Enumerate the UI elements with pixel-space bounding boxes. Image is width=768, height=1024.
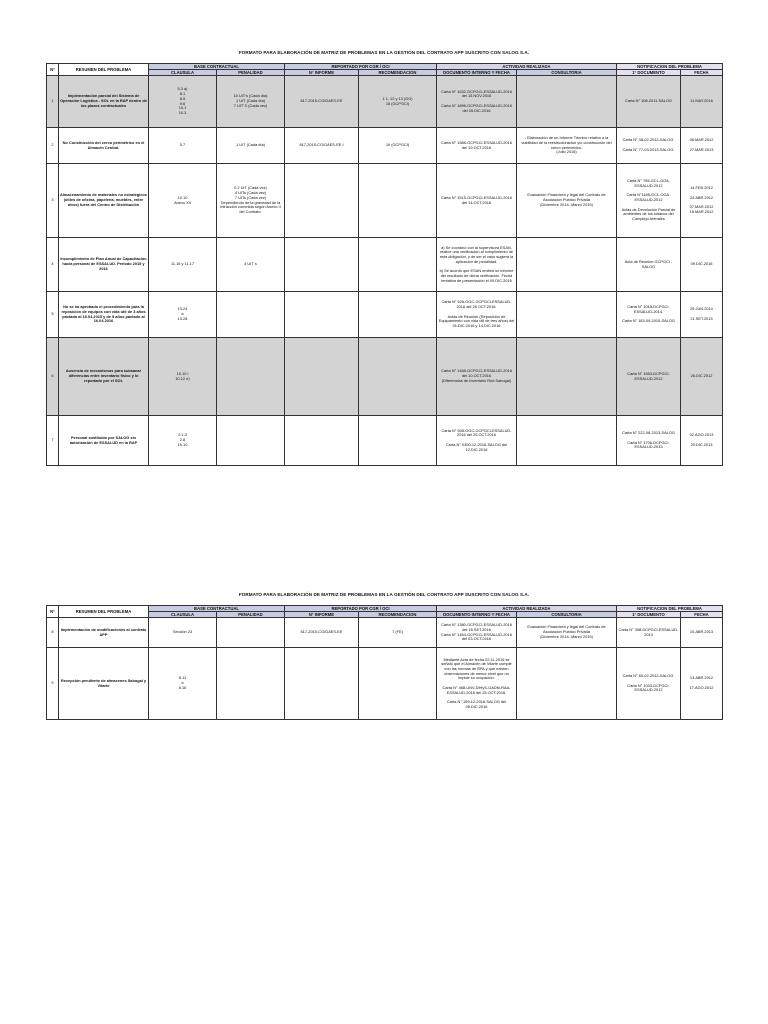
row-informe: 817-2015-CG/GAES-EE: [285, 76, 359, 128]
row-consultoria: Evaluación Financiera y legal del Contrato de Asociación Publico Privada (Diciembre 2014- Marzo 2015): [517, 618, 617, 648]
row-primer-documento: Carta N° 38-02-2012-SALOG. Carta N° 77-03-2013-SALOG.: [617, 128, 681, 164]
row-num: 8: [47, 618, 59, 648]
row-fecha: 08.MAR.2012 27.MAR.2013: [681, 128, 723, 164]
table-row: [47, 76, 723, 128]
row-num: 1: [47, 76, 59, 128]
row-consultoria: [517, 76, 617, 128]
row-recomendacion: 7 (FE): [359, 618, 437, 648]
header-penalidad: PENALIDAD: [217, 70, 285, 76]
row-clausula: 10.10 i 10.12 e): [149, 338, 217, 416]
row-fecha: 02.AGO.2013 20.DIC.2013: [681, 416, 723, 466]
table-row: [47, 416, 723, 466]
row-consultoria: [517, 238, 617, 292]
row-informe: [285, 338, 359, 416]
row-penalidad: 1 UIT (Cada día): [217, 128, 285, 164]
row-informe: [285, 648, 359, 720]
header-recomendacion: RECOMENDACION: [359, 612, 437, 618]
header-reportado: REPORTADO POR CGR / OCI: [285, 64, 437, 70]
row-fecha: 26.DIC.2012: [681, 338, 723, 416]
header-base-contractual: BASE CONTRACTUAL: [149, 64, 285, 70]
row-resumen: No Construcción del cerco perimétrico en el Almacén Central.: [59, 128, 149, 164]
row-recomendacion: [359, 648, 437, 720]
row-resumen: Recepción pendiente de almacenes Sabogal y Vitarte: [59, 648, 149, 720]
header-actividad: ACTIVIDAD REALIZADA: [437, 64, 617, 70]
row-clausula: 11.16 y 11.17: [149, 238, 217, 292]
row-resumen: Personal sustituido por SALOG sin autorización de ESSALUD en la RAP: [59, 416, 149, 466]
row-penalidad: 4 UIT´s: [217, 238, 285, 292]
row-informe: [285, 416, 359, 466]
row-num: 4: [47, 238, 59, 292]
row-informe: [285, 164, 359, 238]
row-num: 9: [47, 648, 59, 720]
header-documento: DOCUMENTO INTERNO Y FECHA: [437, 70, 517, 76]
header-consultoria: CONSULTORIA: [517, 70, 617, 76]
row-resumen: Ausencia de mecanismos para subsanar diferencias entre inventario físico y lo reportado por el SOL: [59, 338, 149, 416]
header-notificacion: NOTIFICACION DEL PROBLEMA: [617, 64, 723, 70]
table-row: [47, 648, 723, 720]
header-informe: N° INFORME: [285, 612, 359, 618]
row-documento: Carta N° 1632-GCPGCI-ESSALUD-2016 del 15.NOV.2016 Carta N° 1896-GCPGCI-ESSALUD-2016 del 05.DIC.2016: [437, 76, 517, 128]
row-documento: Carta N° 1488-GCPGCI-ESSALUD-2016 del 10.OCT.2016 (Diferencias de Inventario Red Sabogal): [437, 338, 517, 416]
row-documento: Carta N° 1515-GCPGCI-ESSALUD-2016 del 14.OCT.2016: [437, 164, 517, 238]
table-row: [47, 128, 723, 164]
header-fecha: FECHA: [681, 70, 723, 76]
row-fecha: 25.JUN.2014 21.SET.2015: [681, 292, 723, 338]
row-consultoria: [517, 338, 617, 416]
row-primer-documento: Carta N° 398-DCPGCI-ESSALUD-2013: [617, 618, 681, 648]
header-informe: N° INFORME: [285, 70, 359, 76]
row-recomendacion: [359, 238, 437, 292]
row-primer-documento: Carta N° 1653-DCPGCI-ESSALUD-2012: [617, 338, 681, 416]
row-resumen: No se ha aprobado el procedimiento para la reposición de equipos con vida útil de 3 años pactado al 16.04.2015 y de 5 años pactado al 16.04.2016: [59, 292, 149, 338]
header-num: N°: [47, 606, 59, 618]
header-actividad: ACTIVIDAD REALIZADA: [437, 606, 617, 612]
row-recomendacion: 1 1, 12 y 13 (GG) 18 (GCPGCI): [359, 76, 437, 128]
row-fecha: 10.ABR.2013: [681, 618, 723, 648]
header-recomendacion: RECOMENDACION: [359, 70, 437, 76]
row-recomendacion: 19 (GCPGCI): [359, 128, 437, 164]
document-title-2: FORMATO PARA ELABORACIÓN DE MATRIZ DE PROBLEMAS EN LA GESTIÓN DEL CONTRATO APP SUSCRITO CON SALOG S.A.: [238, 592, 530, 597]
row-recomendacion: [359, 338, 437, 416]
row-primer-documento: Carta N° 80-02-2012-SALOG. Carta N° 1033-DCPGCI-ESSALUD-2012: [617, 648, 681, 720]
row-primer-documento: Carta N° 108-2011-SALOG: [617, 76, 681, 128]
row-documento: Carta N° 526-GGC-GCPGCI-ESSALUD-2016 del 28 OCT.2016. Actas de Reunión (Reposición de Equipamiento con vida útil de tres años) del 01.DIC.2016 y 14.DIC.2016: [437, 292, 517, 338]
row-clausula: 2.1.3 2.8 19.10: [149, 416, 217, 466]
row-penalidad: [217, 292, 285, 338]
header-clausula: CLAUSULA: [149, 70, 217, 76]
header-base-contractual: BASE CONTRACTUAL: [149, 606, 285, 612]
header-penalidad: PENALIDAD: [217, 612, 285, 618]
header-fecha: FECHA: [681, 612, 723, 618]
row-clausula: 5.7: [149, 128, 217, 164]
problem-matrix-table-2: [46, 605, 723, 720]
row-fecha: 09.DIC.2016: [681, 238, 723, 292]
row-primer-documento: Carta N° 222-08-2013-SALOG Carta N° 1706-DCPGCI-ESSALUD-2013: [617, 416, 681, 466]
row-num: 6: [47, 338, 59, 416]
row-fecha: 11.MAY.2016: [681, 76, 723, 128]
row-consultoria: [517, 416, 617, 466]
row-resumen: Implementación de modificaciones al contrato APP: [59, 618, 149, 648]
header-primer-documento: 1° DOCUMENTO: [617, 70, 681, 76]
row-consultoria: - Elaboración de un Informe Técnico relativo a la viabilidad de la reestructuración y/o construcción del cerco perimetrico. (Julio 2016): [517, 128, 617, 164]
row-penalidad: [217, 618, 285, 648]
row-documento: a) Se coordinó con la supervisora ESAN, realice una verificación al cumplimiento de esta obligación, y de ser el caso sugiera la aplicación de penalidad. b) Se acordó que ESAN emitirá un informe del resultado de dicha verificación. Fecha tentativa de presentación el 09.DIC.2016: [437, 238, 517, 292]
row-penalidad: [217, 416, 285, 466]
header-notificacion: NOTIFICACION DEL PROBLEMA: [617, 606, 723, 612]
header-num: N°: [47, 64, 59, 76]
header-reportado: REPORTADO POR CGR / OCI: [285, 606, 437, 612]
row-consultoria: [517, 292, 617, 338]
row-num: 3: [47, 164, 59, 238]
row-num: 5: [47, 292, 59, 338]
row-primer-documento: Carta N° 755-GCL-OGA-ESSALUD-2012 Carta N°1185-GCL-OGA-ESSALUD-2012 Actas de Devolución Parcial de ambientes de los sótanos del Complejo Arenales: [617, 164, 681, 238]
table-row: [47, 238, 723, 292]
header-resumen: RESUMEN DEL PROBLEMA: [59, 64, 149, 76]
row-recomendacion: [359, 164, 437, 238]
row-fecha: 13.ABR.2012 17.AGO.2012: [681, 648, 723, 720]
row-documento: Mediante Acta de fecha 02.11.2016 se señaló que el Almacén de Vitarte cumple con las normas de BPA y que existen observaciones de menor nivel que no impide su ocupación. Carta N° 468-UNV-DIHyS-OADM-RAA-ESSALUD-2016 del 25.OCT.2016. Carta N° 199-12-2016-SALOG del 05.DIC.2016: [437, 648, 517, 720]
row-documento: Carta N° 1588-GCPGCI-ESSALUD-2016 del 19.OCT.2016: [437, 128, 517, 164]
table-row: [47, 292, 723, 338]
row-clausula: 5.3 a) 8.1 8.5 9.6 10.1 10.3: [149, 76, 217, 128]
row-clausula: Sección 23: [149, 618, 217, 648]
row-primer-documento: Carta N° 1018-DCPGCI-ESSALUD-2014. Carta N° 183-09-2015-SALOG: [617, 292, 681, 338]
row-resumen: Almacenamiento de materiales no estratégicos (útiles de oficina, papelería, muebles, entre otros) fuera del Centro de Distribución: [59, 164, 149, 238]
table-row: [47, 618, 723, 648]
row-consultoria: [517, 648, 617, 720]
row-penalidad: [217, 338, 285, 416]
row-resumen: Incumplimiento de Plan Anual de Capacitación hacia personal de ESSALUD. Periodo 2015 y 2016: [59, 238, 149, 292]
row-recomendacion: [359, 416, 437, 466]
row-penalidad: [217, 648, 285, 720]
row-informe: [285, 292, 359, 338]
row-penalidad: 10 UIT's (Cada día) 1 UIT (Cada día) 7 UIT´S (Cada vez): [217, 76, 285, 128]
row-informe: 817-2015-CG/GAES-EE: [285, 618, 359, 648]
document-title: FORMATO PARA ELABORACIÓN DE MATRIZ DE PROBLEMAS EN LA GESTIÓN DEL CONTRATO APP SUSCRITO CON SALOG S.A.: [238, 50, 530, 55]
row-documento: Carta N° 508-GGC-GCPGCI-ESSALUD-2016 del 25.OCT.2016 Carta N° 0300-12-2016-SALOG del 12.DIC.2016: [437, 416, 517, 466]
table-row: [47, 164, 723, 238]
row-primer-documento: Acta de Reunión GCPGCI - SALOG: [617, 238, 681, 292]
row-num: 2: [47, 128, 59, 164]
row-consultoria: Evaluación Financiera y legal del Contrato de Asociación Publico Privada (Diciembre 2014- Marzo 2015): [517, 164, 617, 238]
table-row: [47, 338, 723, 416]
problem-matrix-table: [46, 63, 723, 466]
header-consultoria: CONSULTORIA: [517, 612, 617, 618]
header-clausula: CLAUSULA: [149, 612, 217, 618]
row-clausula: 8.11 a 8.16: [149, 648, 217, 720]
row-resumen: Implementación parcial del Sistema de Operación Logística - SOL en la RAP dentro de los plazos contractuales: [59, 76, 149, 128]
header-documento: DOCUMENTO INTERNO Y FECHA: [437, 612, 517, 618]
row-informe: 817-2015-CG/GAES-EE I: [285, 128, 359, 164]
row-fecha: 14.FEB.2012 24.ABR.2012 07.MAR.2012 16.MAR.2012: [681, 164, 723, 238]
header-resumen: RESUMEN DEL PROBLEMA: [59, 606, 149, 618]
row-recomendacion: [359, 292, 437, 338]
row-penalidad: 0.2 UIT (Cada vez) 4 UITs (Cada vez) 7 UITs (Cada vez) Dependiendo de la gravedad de la infracción cometida según Anexo II del Contrato.: [217, 164, 285, 238]
row-num: 7: [47, 416, 59, 466]
row-clausula: 10.10 Anexo XII: [149, 164, 217, 238]
row-informe: [285, 238, 359, 292]
header-primer-documento: 1° DOCUMENTO: [617, 612, 681, 618]
row-clausula: 13.24 a 13.28: [149, 292, 217, 338]
row-documento: Carta N° 1380-GCPGCI-ESSALUD-2016 del 16.SET.2016 Carta N° 1454-GCPGCI-ESSALUD-2016 del 03.OCT.2016: [437, 618, 517, 648]
